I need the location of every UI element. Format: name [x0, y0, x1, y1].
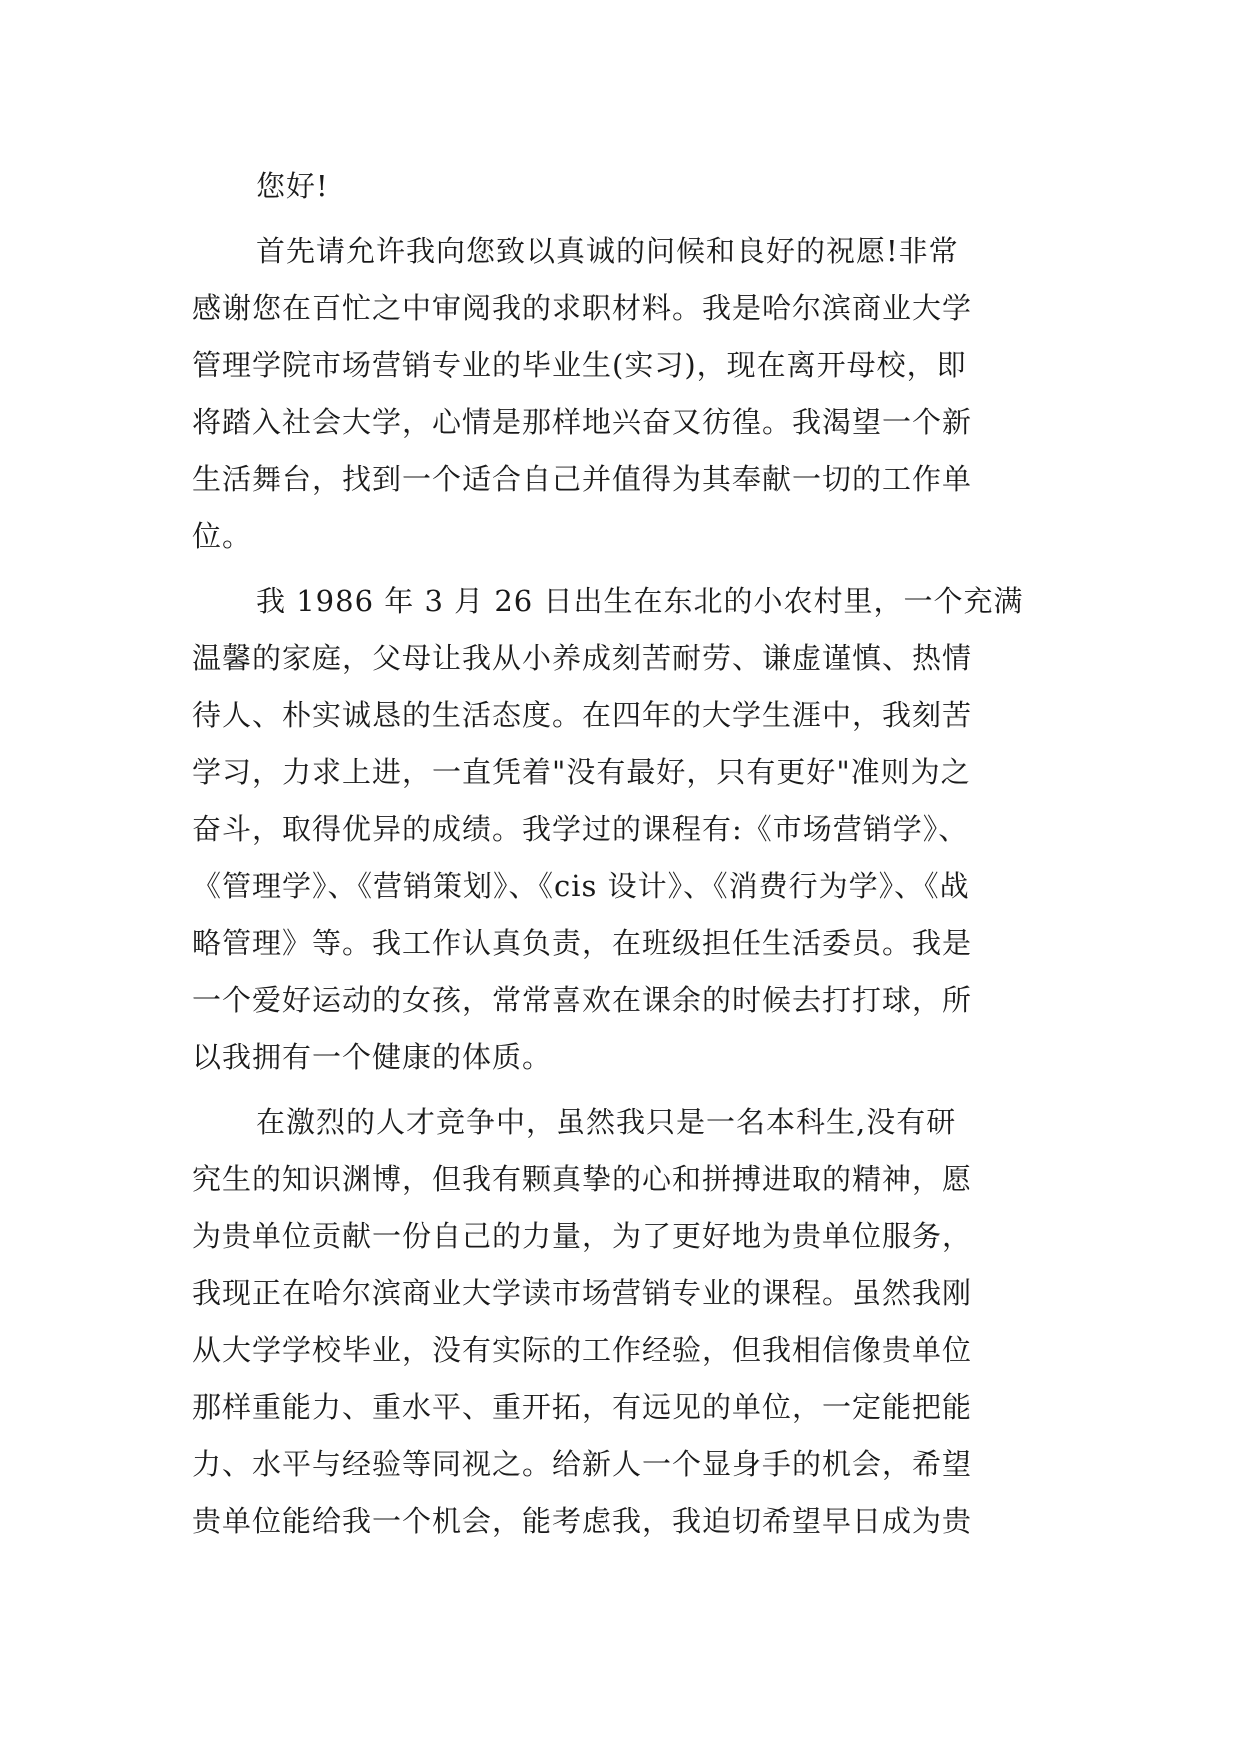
paragraph-line: 那样重能力、重水平、重开拓，有远见的单位，一定能把能 — [192, 1390, 973, 1424]
paragraph-line: 生活舞台，找到一个适合自己并值得为其奉献一切的工作单 — [192, 462, 973, 496]
paragraph-line: 学习，力求上进，一直凭着"没有最好，只有更好"准则为之 — [192, 755, 971, 789]
paragraph-line: 贵单位能给我一个机会，能考虑我，我迫切希望早日成为贵 — [192, 1504, 973, 1538]
paragraph-line: 奋斗，取得优异的成绩。我学过的课程有:《市场营销学》、 — [192, 812, 969, 846]
paragraph-line: 一个爱好运动的女孩，常常喜欢在课余的时候去打打球，所 — [192, 983, 973, 1017]
paragraph-line: 为贵单位贡献一份自己的力量，为了更好地为贵单位服务， — [192, 1219, 973, 1253]
paragraph-line: 位。 — [192, 519, 253, 553]
paragraph-line: 在激烈的人才竞争中，虽然我只是一名本科生,没有研 — [256, 1105, 957, 1139]
paragraph-line: 将踏入社会大学，心情是那样地兴奋又彷徨。我渴望一个新 — [192, 405, 973, 439]
paragraph-line: 首先请允许我向您致以真诚的问候和良好的祝愿!非常 — [256, 234, 959, 268]
greeting: 您好! — [256, 169, 329, 203]
letter-body — [192, 158, 1052, 1550]
paragraph-line: 感谢您在百忙之中审阅我的求职材料。我是哈尔滨商业大学 — [192, 291, 973, 325]
paragraph-line: 《管理学》、《营销策划》、《cis 设计》、《消费行为学》、《战 — [192, 869, 970, 903]
paragraph-line: 我现正在哈尔滨商业大学读市场营销专业的课程。虽然我刚 — [192, 1276, 973, 1310]
paragraph-3 — [192, 1094, 1052, 1550]
paragraph-line: 略管理》等。我工作认真负责，在班级担任生活委员。我是 — [192, 926, 973, 960]
paragraph-line: 温馨的家庭，父母让我从小养成刻苦耐劳、谦虚谨慎、热情 — [192, 641, 973, 675]
paragraph-line: 待人、朴实诚恳的生活态度。在四年的大学生涯中，我刻苦 — [192, 698, 973, 732]
paragraph-line: 管理学院市场营销专业的毕业生(实习)，现在离开母校，即 — [192, 348, 967, 382]
paragraph-1 — [192, 223, 1052, 565]
paragraph-line: 力、水平与经验等同视之。给新人一个显身手的机会，希望 — [192, 1447, 973, 1481]
paragraph-line: 以我拥有一个健康的体质。 — [192, 1040, 553, 1074]
paragraph-line: 究生的知识渊博，但我有颗真挚的心和拼搏进取的精神，愿 — [192, 1162, 973, 1196]
paragraph-2 — [192, 573, 1052, 1086]
paragraph-line: 从大学学校毕业，没有实际的工作经验，但我相信像贵单位 — [192, 1333, 973, 1367]
paragraph-line: 我 1986 年 3 月 26 日出生在东北的小农村里，一个充满 — [256, 584, 1024, 618]
